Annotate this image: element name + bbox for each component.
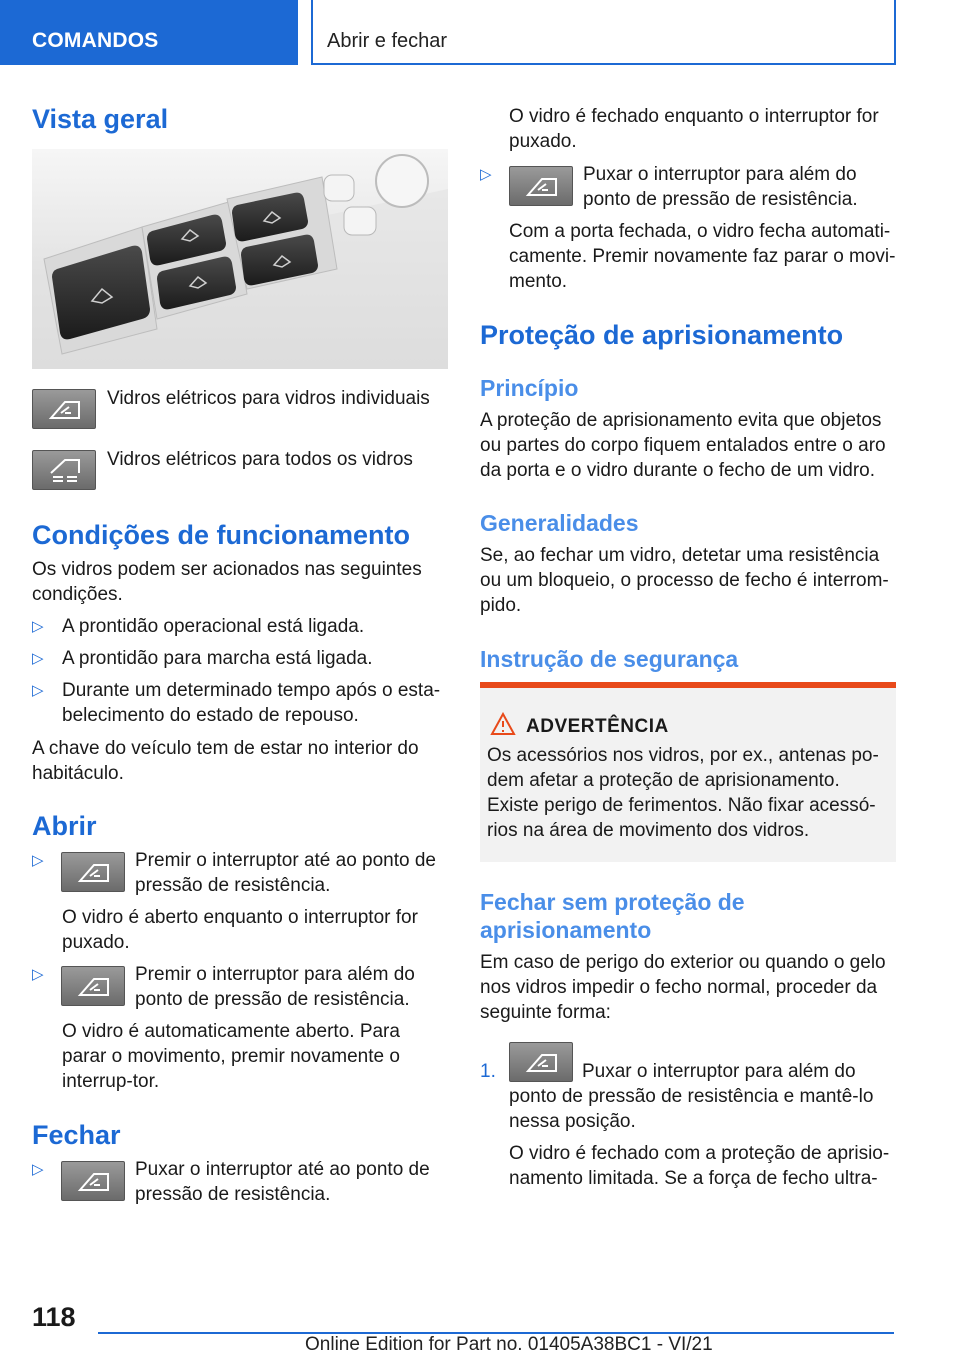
bullet-icon: ▷: [480, 166, 492, 183]
chapter-tab: [311, 0, 896, 65]
section-tab: [0, 0, 298, 65]
chapter-title: Abrir e fechar: [327, 30, 448, 52]
page-number: 118: [32, 1302, 76, 1332]
bullet-icon: ▷: [32, 682, 44, 699]
condition-item: A prontidão para marcha está ligada.: [62, 648, 373, 669]
without-step-1: Puxar o interruptor para além do ponto de pressão de resistência e mantê-lo nessa posição.: [509, 1061, 874, 1132]
window-switch-icon: [61, 852, 125, 892]
open-step-1-result: O vidro é aberto enquanto o interruptor for puxado.: [62, 907, 418, 953]
window-switch-icon: [61, 1161, 125, 1201]
heading-conditions: Condições de funcionamento: [32, 520, 411, 550]
heading-general: Generalidades: [480, 510, 639, 536]
close-step-1-result: O vidro é fechado enquanto o interruptor for puxado.: [509, 106, 879, 152]
general-text: Se, ao fechar um vidro, detetar uma resistência ou um bloqueio, o processo de fecho é interrom-pido.: [480, 545, 889, 616]
close-step-2: Puxar o interruptor para além do ponto de pressão de resistência.: [583, 164, 858, 210]
condition-item: Durante um determinado tempo após o esta-belecimento do estado de repouso.: [62, 680, 441, 726]
legend-all: Vidros elétricos para todos os vidros: [107, 449, 413, 470]
close-step-1: Puxar o interruptor até ao ponto de pressão de resistência.: [135, 1159, 430, 1205]
condition-item: A prontidão operacional está ligada.: [62, 616, 365, 637]
without-intro: Em caso de perigo do exterior ou quando o gelo nos vidros impedir o fecho normal, proceder da seguinte forma:: [480, 952, 886, 1023]
heading-safety: Instrução de segurança: [480, 646, 739, 672]
bullet-icon: ▷: [32, 1161, 44, 1178]
step-number: 1.: [480, 1061, 496, 1082]
heading-principle: Princípio: [480, 375, 579, 401]
warning-text: Os acessórios nos vidros, por ex., antenas po-dem afetar a proteção de aprisionamento. Existe perigo de ferimentos. Não fixar acessó-rios na área de movimento dos vidros.: [487, 745, 879, 841]
footer-edition: Online Edition for Part no. 01405A38BC1 - VI/21: [305, 1334, 713, 1355]
window-switch-icon: [32, 389, 96, 429]
window-all-icon: [32, 450, 96, 490]
principle-text: A proteção de aprisionamento evita que objetos ou partes do corpo fiquem entalados entre o aro da porta e o vidro durante o fecho de um vidro.: [480, 410, 886, 481]
key-note: A chave do veículo tem de estar no interior do habitáculo.: [32, 738, 419, 784]
window-switch-icon: [61, 966, 125, 1006]
warning-title: ADVERTÊNCIA: [526, 716, 669, 737]
bullet-icon: ▷: [32, 650, 44, 667]
heading-close: Fechar: [32, 1120, 121, 1150]
open-step-1: Premir o interruptor até ao ponto de pressão de resistência.: [135, 850, 437, 896]
heading-open: Abrir: [32, 811, 97, 841]
heading-overview: Vista geral: [32, 104, 169, 134]
open-step-2-result: O vidro é automaticamente aberto. Para parar o movimento, premir novamente o interrup-tor.: [62, 1021, 400, 1092]
window-switch-photo: [32, 149, 448, 369]
bullet-icon: ▷: [32, 618, 44, 635]
open-step-2: Premir o interruptor para além do ponto de pressão de resistência.: [135, 964, 415, 1010]
window-switch-icon: [509, 166, 573, 206]
warning-box: [480, 682, 896, 862]
without-step-1-result: O vidro é fechado com a proteção de aprisio-namento limitada. Se a força de fecho ultra-: [509, 1143, 890, 1189]
heading-protection: Proteção de aprisionamento: [480, 320, 844, 350]
close-step-2-result: Com a porta fechada, o vidro fecha automati-camente. Premir novamente faz parar o movi-mento.: [509, 221, 896, 292]
heading-without-protection: Fechar sem proteção de aprisionamento: [480, 889, 745, 943]
bullet-icon: ▷: [32, 852, 44, 869]
bullet-icon: ▷: [32, 966, 44, 983]
section-title: COMANDOS: [32, 29, 159, 52]
conditions-intro: Os vidros podem ser acionados nas seguintes condições.: [32, 559, 422, 605]
legend-single: Vidros elétricos para vidros individuais: [107, 388, 430, 409]
warning-triangle-icon: [490, 712, 516, 736]
